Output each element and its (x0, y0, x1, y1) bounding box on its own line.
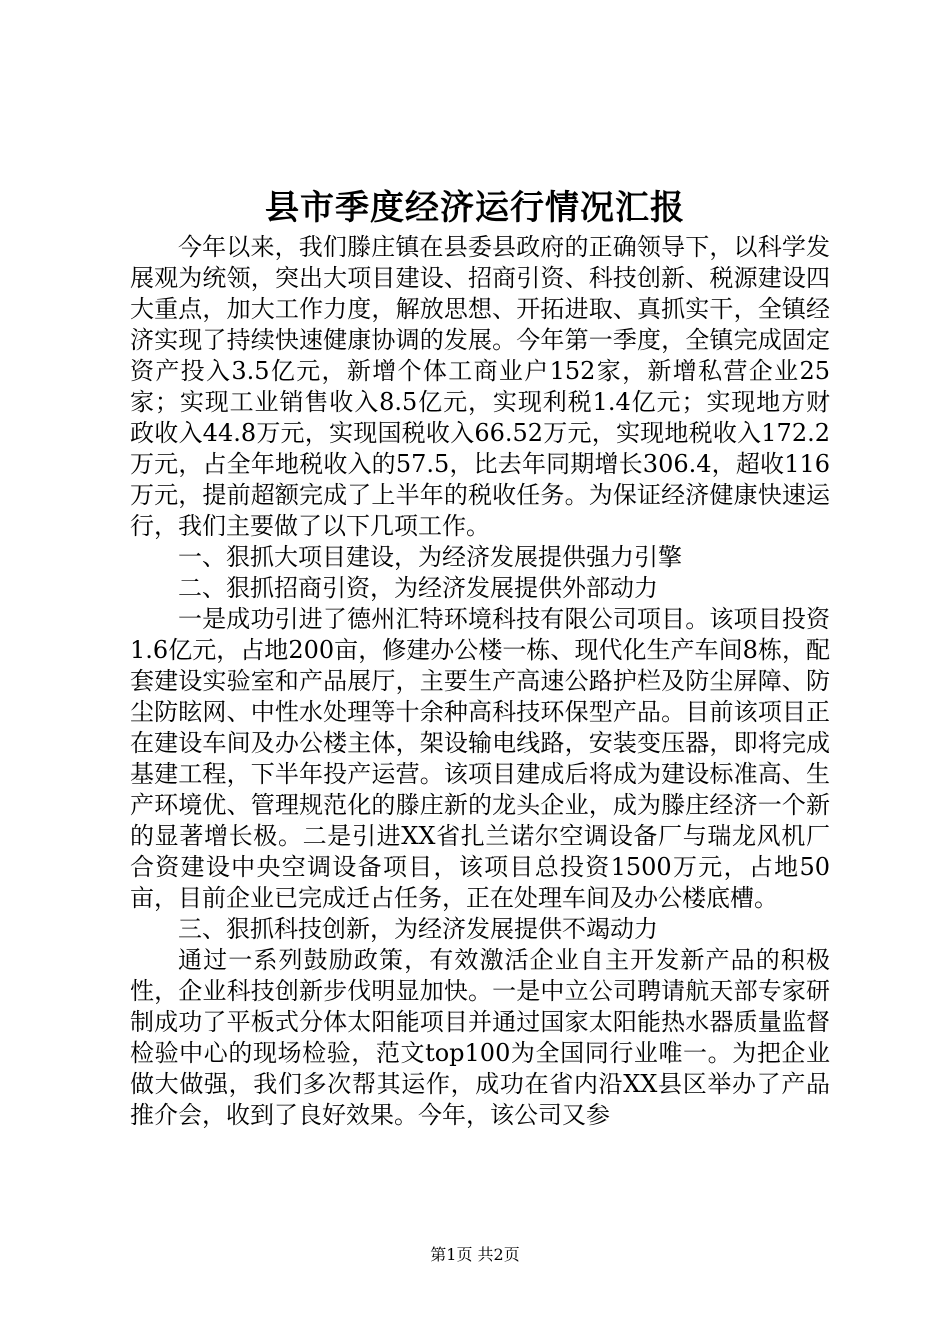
section-heading-3: 三、狠抓科技创新，为经济发展提供不竭动力 (178, 915, 658, 943)
paragraph-investment: 一是成功引进了德州汇特环境科技有限公司项目。该项目投资1.6亿元，占地200亩，修建办公楼一栋、现代化生产车间8栋，配套建设实验室和产品展厅，主要生产高速公路护栏及防尘屏障、防尘防眩网、中性水处理等十余种高科技环保型产品。目前该项目正在建设车间及办公楼主体，架设输电线路，安装变压器，即将完成基建工程，下半年投产运营。该项目建成后将成为建设标准高、生产环境优、管理规范化的滕庄新的龙头企业，成为滕庄经济一个新的显著增长极。二是引进XX省扎兰诺尔空调设备厂与瑞龙风机厂合资建设中央空调设备项目，该项目总投资1500万元，占地50亩，目前企业已完成迁占任务，正在处理车间及办公楼底槽。 (130, 605, 830, 912)
page-footer: 第1页 共2页 (430, 1245, 520, 1264)
section-heading-2: 二、狠抓招商引资，为经济发展提供外部动力 (178, 574, 658, 602)
paragraph-intro: 今年以来，我们滕庄镇在县委县政府的正确领导下，以科学发展观为统领，突出大项目建设、招商引资、科技创新、税源建设四大重点，加大工作力度，解放思想、开拓进取、真抓实干，全镇经济实现了持续快速健康协调的发展。今年第一季度，全镇完成固定资产投入3.5亿元，新增个体工商业户152家，新增私营企业25家；实现工业销售收入8.5亿元，实现利税1.4亿元；实现地方财政收入44.8万元，实现国税收入66.52万元，实现地税收入172.2万元，占全年地税收入的57.5，比去年同期增长306.4，超收116万元，提前超额完成了上半年的税收任务。为保证经济健康快速运行，我们主要做了以下几项工作。 (130, 233, 830, 540)
section-heading-1: 一、狠抓大项目建设，为经济发展提供强力引擎 (178, 543, 682, 571)
document-title: 县市季度经济运行情况汇报 (265, 188, 685, 228)
paragraph-innovation: 通过一系列鼓励政策，有效激活企业自主开发新产品的积极性，企业科技创新步伐明显加快。一是中立公司聘请航天部专家研制成功了平板式分体太阳能项目并通过国家太阳能热水器质量监督检验中心的现场检验，范文top100为全国同行业唯一。为把企业做大做强，我们多次帮其运作，成功在省内沿XX县区举办了产品推介会，收到了良好效果。今年，该公司又参 (130, 946, 830, 1129)
document-body (130, 232, 830, 1131)
